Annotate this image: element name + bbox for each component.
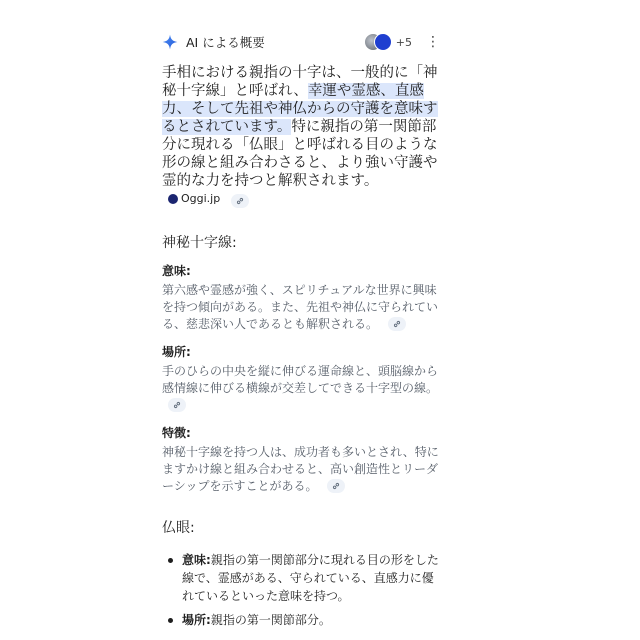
section-title: 神秘十字線: bbox=[162, 235, 237, 251]
source-avatars[interactable] bbox=[364, 33, 392, 51]
item-label: 特徴: bbox=[162, 426, 191, 440]
link-icon bbox=[392, 319, 402, 329]
summary-text: 手相における親指の十字は、一般的に「神秘十字線」と呼ばれ、 bbox=[162, 65, 438, 99]
list-item-text: 親指の第一関節部分に現れる目の形をした線で、霊感がある、守られている、直感力に優れているといった意味を持つ。 bbox=[182, 553, 439, 603]
source-avatar bbox=[374, 33, 392, 51]
sparkle-icon bbox=[162, 34, 178, 50]
link-icon bbox=[331, 481, 341, 491]
link-chip[interactable] bbox=[388, 317, 406, 331]
summary-highlight: 幸運や霊感、直感力、そして先祖や神仏からの守護を意味するとされています。 bbox=[162, 83, 438, 135]
source-link[interactable] bbox=[168, 190, 220, 208]
item-text: 神秘十字線を持つ人は、成功者も多いとされ、特にますかけ線と組み合わせると、高い創造性とリーダーシップを示すことがある。 bbox=[162, 445, 439, 493]
ai-overview-title: AI による概要 bbox=[186, 35, 265, 50]
link-chip[interactable] bbox=[327, 479, 345, 493]
item-text: 手のひらの中央を縦に伸びる運命線と、頭脳線から感情線に伸びる横線が交差してできる十字型の線。 bbox=[162, 364, 439, 395]
list-item-label: 場所: bbox=[182, 613, 211, 627]
bullet-list bbox=[162, 551, 440, 629]
list-item bbox=[162, 611, 440, 629]
more-sources-count[interactable]: +5 bbox=[395, 35, 412, 49]
item-description bbox=[162, 444, 440, 495]
source-logo-icon bbox=[168, 194, 178, 204]
list-item-text: 親指の第一関節部分。 bbox=[210, 613, 331, 627]
item-label: 意味: bbox=[162, 264, 191, 278]
sources-summary[interactable] bbox=[364, 33, 440, 51]
link-icon bbox=[235, 196, 245, 206]
item-description bbox=[162, 282, 440, 333]
summary-text: 特に親指の第一関節部分に現れる「仏眼」と呼ばれる目のような形の線と組み合わさると、より強い守護や霊的な力を持つと解釈されます。 bbox=[162, 119, 438, 189]
ai-overview-panel bbox=[162, 28, 440, 635]
section-title: 仏眼: bbox=[162, 520, 195, 536]
list-item-label: 意味: bbox=[182, 553, 211, 567]
list-item bbox=[162, 551, 440, 605]
kebab-icon[interactable]: ⋮ bbox=[426, 34, 440, 50]
item-text: 第六感や霊感が強く、スピリチュアルな世界に興味を持つ傾向がある。また、先祖や神仏に守られている、慈悲深い人であるとも解釈される。 bbox=[162, 283, 439, 331]
source-name[interactable]: Oggi.jp bbox=[181, 192, 221, 205]
link-chip[interactable] bbox=[168, 398, 186, 412]
link-chip[interactable] bbox=[231, 194, 249, 208]
ai-overview-header bbox=[162, 28, 440, 56]
item-description bbox=[162, 363, 440, 414]
item-label: 場所: bbox=[162, 345, 191, 359]
summary-paragraph bbox=[162, 64, 440, 210]
link-icon bbox=[172, 400, 182, 410]
